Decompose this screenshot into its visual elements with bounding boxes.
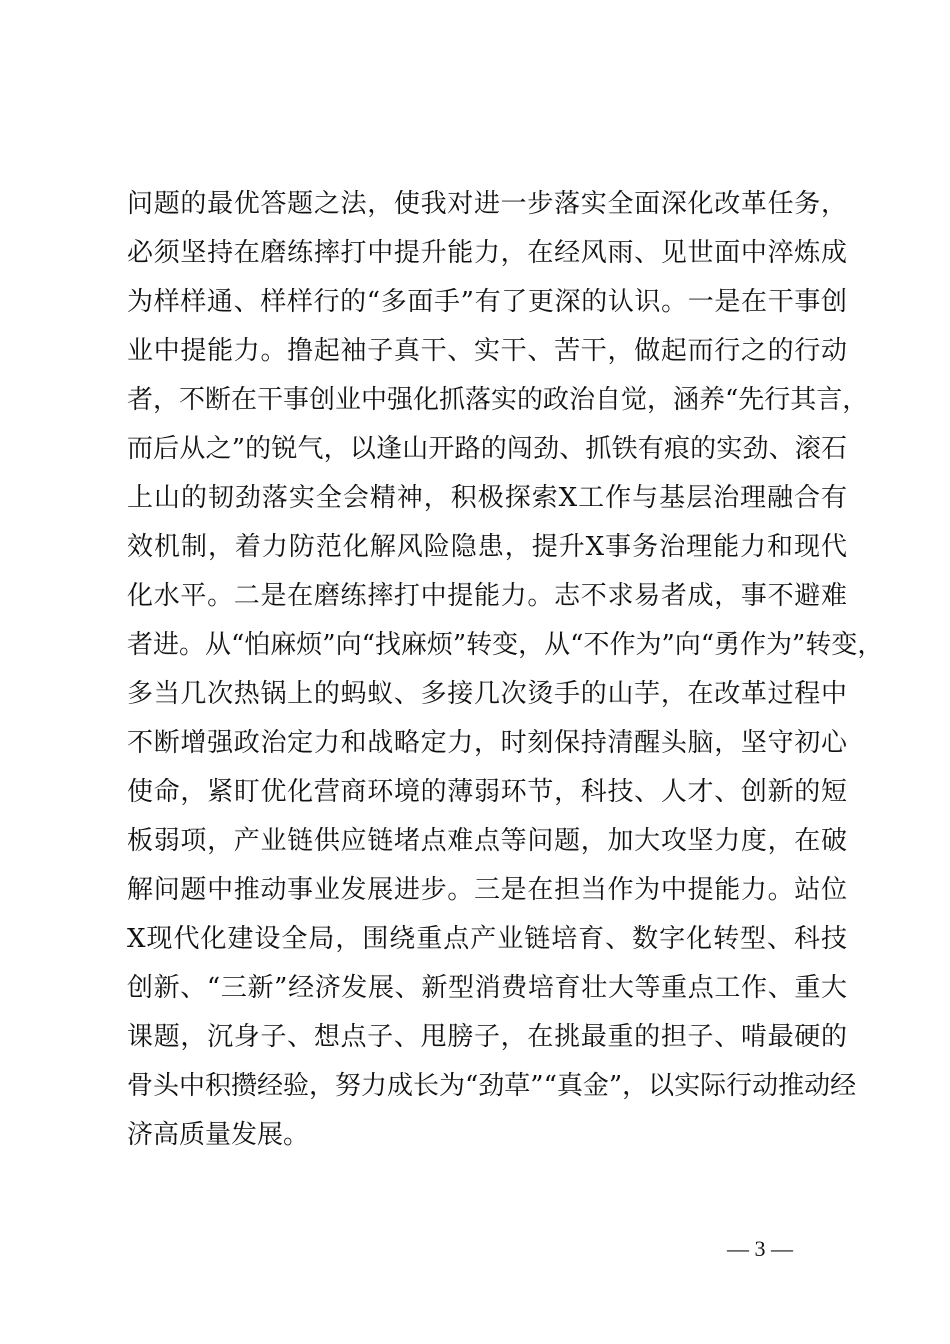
body-paragraph [127, 180, 884, 1160]
text-line: 者进。从“怕麻烦”向“找麻烦”转变，从“不作为”向“勇作为”转变， [127, 630, 884, 660]
text-line: 而后从之”的锐气，以逢山开路的闯劲、抓铁有痕的实劲、滚石 [127, 434, 847, 464]
text-line: 为样样通、样样行的“多面手”有了更深的认识。一是在干事创 [127, 287, 847, 317]
text-line: 必须坚持在磨练摔打中提升能力，在经风雨、见世面中淬炼成 [127, 238, 847, 268]
text-line: 课题，沉身子、想点子、甩膀子，在挑最重的担子、啃最硬的 [127, 1022, 847, 1052]
text-line: 不断增强政治定力和战略定力，时刻保持清醒头脑，坚守初心 [127, 728, 847, 758]
text-line: 骨头中积攒经验，努力成长为“劲草”“真金”，以实际行动推动经 [127, 1071, 857, 1101]
page-number: — 3 — [727, 1236, 793, 1261]
text-line-last: 济高质量发展。 [127, 1120, 310, 1150]
text-line: 创新、“三新”经济发展、新型消费培育壮大等重点工作、重大 [127, 973, 847, 1003]
text-line: 多当几次热锅上的蚂蚁、多接几次烫手的山芋，在改革过程中 [127, 679, 847, 709]
text-line: X现代化建设全局，围绕重点产业链培育、数字化转型、科技 [127, 924, 847, 954]
text-line: 者，不断在干事创业中强化抓落实的政治自觉，涵养“先行其言， [127, 385, 869, 415]
text-line: 解问题中推动事业发展进步。三是在担当作为中提能力。站位 [127, 875, 847, 905]
text-line: 业中提能力。撸起袖子真干、实干、苦干，做起而行之的行动 [127, 336, 847, 366]
text-line: 使命，紧盯优化营商环境的薄弱环节，科技、人才、创新的短 [127, 777, 847, 807]
text-line: 问题的最优答题之法，使我对进一步落实全面深化改革任务， [127, 189, 847, 219]
text-line: 化水平。二是在磨练摔打中提能力。志不求易者成，事不避难 [127, 581, 847, 611]
text-line: 板弱项，产业链供应链堵点难点等问题，加大攻坚力度，在破 [127, 826, 847, 856]
text-line: 上山的韧劲落实全会精神，积极探索X工作与基层治理融合有 [127, 483, 847, 513]
text-line: 效机制，着力防范化解风险隐患，提升X事务治理能力和现代 [127, 532, 847, 562]
